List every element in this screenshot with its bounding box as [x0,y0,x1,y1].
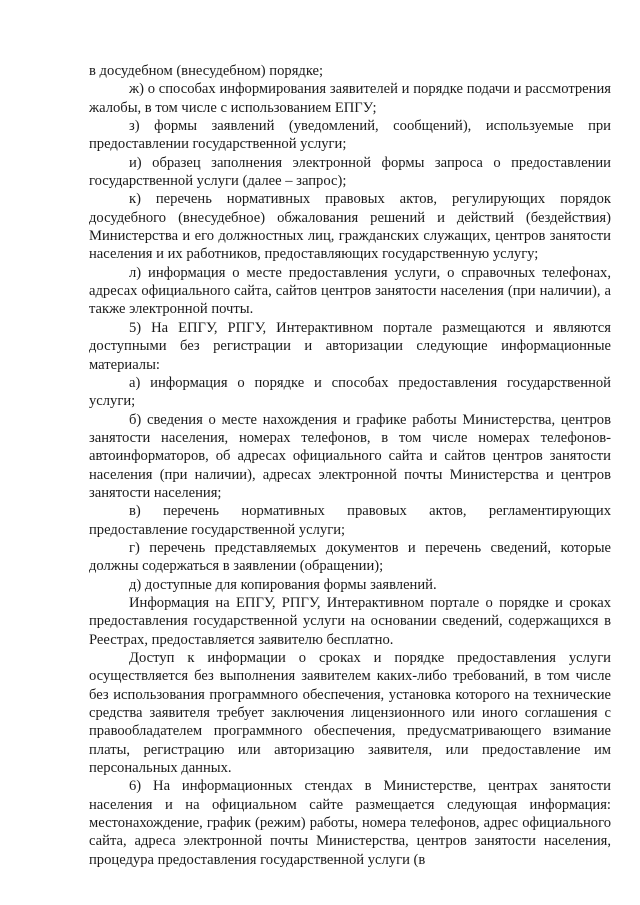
paragraph-item-b: б) сведения о месте нахождения и графике работы Министерства, центров занятости населения, номерах телефонов, в том числе номерах телефонов-автоинформаторов, об адресах официального сайта и сайтов центров занятости населения (при наличии), адресах электронной почты Министерства и центров занятости населения; [89,411,611,501]
paragraph-item-k: к) перечень нормативных правовых актов, регулирующих порядок досудебного (внесудебное) обжалования решений и действий (бездействия) Министерства и его должностных лиц, гражданских служащих, центров занятости населения и их работников, предоставляющих государственную услугу; [89,191,611,263]
paragraph-item-l: л) информация о месте предоставления услуги, о справочных телефонах, адресах официального сайта, сайтов центров занятости населения (при наличии), а также электронной почты. [89,264,611,318]
paragraph-item-i: и) образец заполнения электронной формы запроса о предоставлении государственной услуги (далее – запрос); [89,154,611,190]
paragraph-section-6: 6) На информационных стендах в Министерстве, центрах занятости населения и на официальном сайте размещается следующая информация: местонахождение, график (режим) работы, номера телефонов, адрес официального сайта, адреса электронной почты Министерства, центров занятости населения, процедура предоставления государственной услуги (в [89,778,611,868]
paragraph-item-a: а) информация о порядке и способах предоставления государственной услуги; [89,374,611,410]
paragraph-continuation: в досудебном (внесудебном) порядке; [89,63,324,79]
paragraph-item-g: г) перечень представляемых документов и перечень сведений, которые должны содержаться в заявлении (обращении); [89,539,611,575]
paragraph-item-zh: ж) о способах информирования заявителей и порядке подачи и рассмотрения жалобы, в том числе с использованием ЕПГУ; [89,81,611,116]
paragraph-info-free: Информация на ЕПГУ, РПГУ, Интерактивном портале о порядке и сроках предоставления государственной услуги на основании сведений, содержащихся в Реестрах, предоставляется заявителю бесплатно. [89,594,611,648]
paragraph-access: Доступ к информации о сроках и порядке предоставления услуги осуществляется без выполнения заявителем каких-либо требований, в том числе без использования программного обеспечения, установка которого на технические средства заявителя требует заключения лицензионного или иного соглашения с правообладателем программного обеспечения, предусматривающего взимание платы, регистрацию или авторизацию заявителя, или предоставление им персональных данных. [89,650,611,777]
paragraph-item-v: в) перечень нормативных правовых актов, регламентирующих предоставление государственной услуги; [89,503,611,538]
paragraph-section-5: 5) На ЕПГУ, РПГУ, Интерактивном портале размещаются и являются доступными без регистрации и авторизации следующие информационные материалы: [89,319,611,373]
paragraph-item-d: д) доступные для копирования формы заявлений. [129,576,437,593]
paragraph-item-z: з) формы заявлений (уведомлений, сообщений), используемые при предоставлении государственной услуги; [89,118,611,153]
document-page [89,62,611,869]
